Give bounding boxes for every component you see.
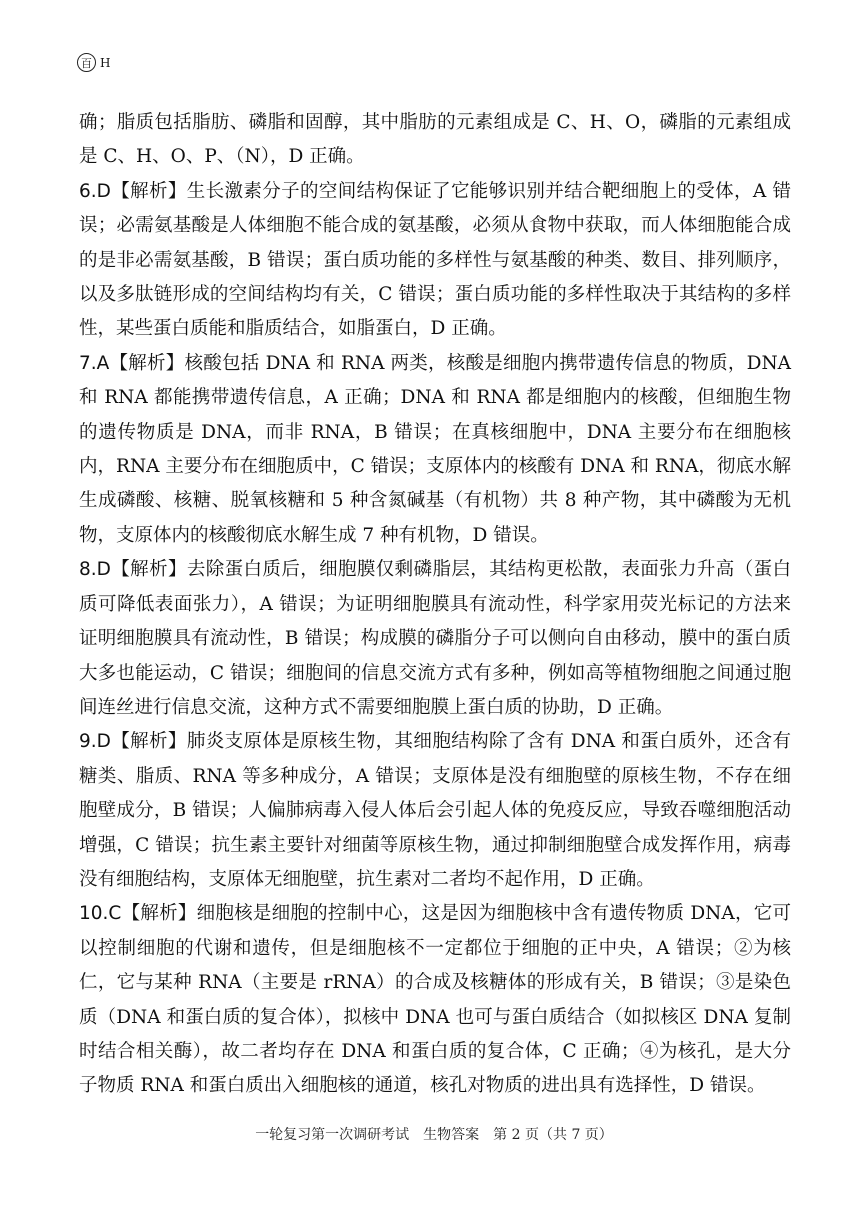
answer-label: 7.A【解析】 — [79, 352, 185, 374]
header-logo — [77, 53, 110, 72]
answer-item-7 — [79, 347, 791, 553]
answer-text: 肺炎支原体是原核生物，其细胞结构除了含有 DNA 和蛋白质外，还含有糖类、脂质、RNA 等多种成分，A 错误；支原体是没有细胞壁的原核生物，不存在细胞壁成分，B 错误；人偏肺病毒入侵人体后会引起人体的免疫反应，导致吞噬细胞活动增强，C 错误；抗生素主要针对细菌等原核生物，通过抑制细胞壁合成发挥作用，病毒没有细胞结构，支原体无细胞壁，抗生素对二者均不起作用，D 正确。 — [79, 731, 791, 890]
answer-text: 核酸包括 DNA 和 RNA 两类，核酸是细胞内携带遗传信息的物质，DNA 和 RNA 都能携带遗传信息，A 正确；DNA 和 RNA 都是细胞内的核酸，但细胞生物的遗传物质是 DNA，而非 RNA，B 错误；在真核细胞中，DNA 主要分布在细胞核内，RNA 主要分布在细胞质中，C 错误；支原体内的核酸有 DNA 和 RNA，彻底水解生成磷酸、核糖、脱氧核糖和 5 种含氮碱基（有机物）共 8 种产物，其中磷酸为无机物，支原体内的核酸彻底水解生成 7 种有机物，D 错误。 — [79, 352, 791, 546]
answer-label: 9.D【解析】 — [79, 731, 187, 753]
logo-letter: H — [100, 55, 111, 70]
answer-text: 细胞核是细胞的控制中心，这是因为细胞核中含有遗传物质 DNA，它可以控制细胞的代谢和遗传，但是细胞核不一定都位于细胞的正中央，A 错误；②为核仁，它与某种 RNA（主要是 rRNA）的合成及核糖体的形成有关，B 错误；③是染色质（DNA 和蛋白质的复合体），拟核中 DNA 也可与蛋白质结合（如拟核区 DNA 复制时结合相关酶），故二者均存在 DNA 和蛋白质的复合体，C 正确；④为核孔，是大分子物质 RNA 和蛋白质出入细胞核的通道，核孔对物质的进出具有选择性，D 错误。 — [79, 903, 791, 1097]
answer-label: 8.D【解析】 — [79, 559, 187, 581]
page-footer: 一轮复习第一次调研考试 生物答案 第 2 页（共 7 页） — [255, 1127, 613, 1143]
answer-label: 10.C【解析】 — [79, 903, 197, 925]
logo-seal-icon: 百 — [77, 53, 96, 72]
answer-text: 去除蛋白质后，细胞膜仅剩磷脂层，其结构更松散，表面张力升高（蛋白质可降低表面张力），A 错误；为证明细胞膜具有流动性，科学家用荧光标记的方法来证明细胞膜具有流动性，B 错误；构成膜的磷脂分子可以侧向自由移动，膜中的蛋白质大多也能运动，C 错误；细胞间的信息交流方式有多种，例如高等植物细胞之间通过胞间连丝进行信息交流，这种方式不需要细胞膜上蛋白质的协助，D 正确。 — [79, 559, 791, 718]
paragraph-text: 确；脂质包括脂肪、磷脂和固醇，其中脂肪的元素组成是 C、H、O，磷脂的元素组成是 C、H、O、P、（N），D 正确。 — [79, 112, 791, 168]
answer-item-9 — [79, 725, 791, 897]
answer-text: 生长激素分子的空间结构保证了它能够识别并结合靶细胞上的受体，A 错误；必需氨基酸是人体细胞不能合成的氨基酸，必须从食物中获取，而人体细胞能合成的是非必需氨基酸，B 错误；蛋白质功能的多样性与氨基酸的种类、数目、排列顺序，以及多肽链形成的空间结构均有关，C 错误；蛋白质功能的多样性取决于其结构的多样性，某些蛋白质能和脂质结合，如脂蛋白，D 正确。 — [79, 180, 791, 340]
answer-item-10 — [79, 897, 791, 1103]
paragraph-continuation — [79, 106, 791, 175]
answer-content — [79, 106, 791, 1104]
answer-label: 6.D【解析】 — [79, 180, 187, 202]
answer-item-6 — [79, 175, 791, 347]
answer-item-8 — [79, 553, 791, 725]
